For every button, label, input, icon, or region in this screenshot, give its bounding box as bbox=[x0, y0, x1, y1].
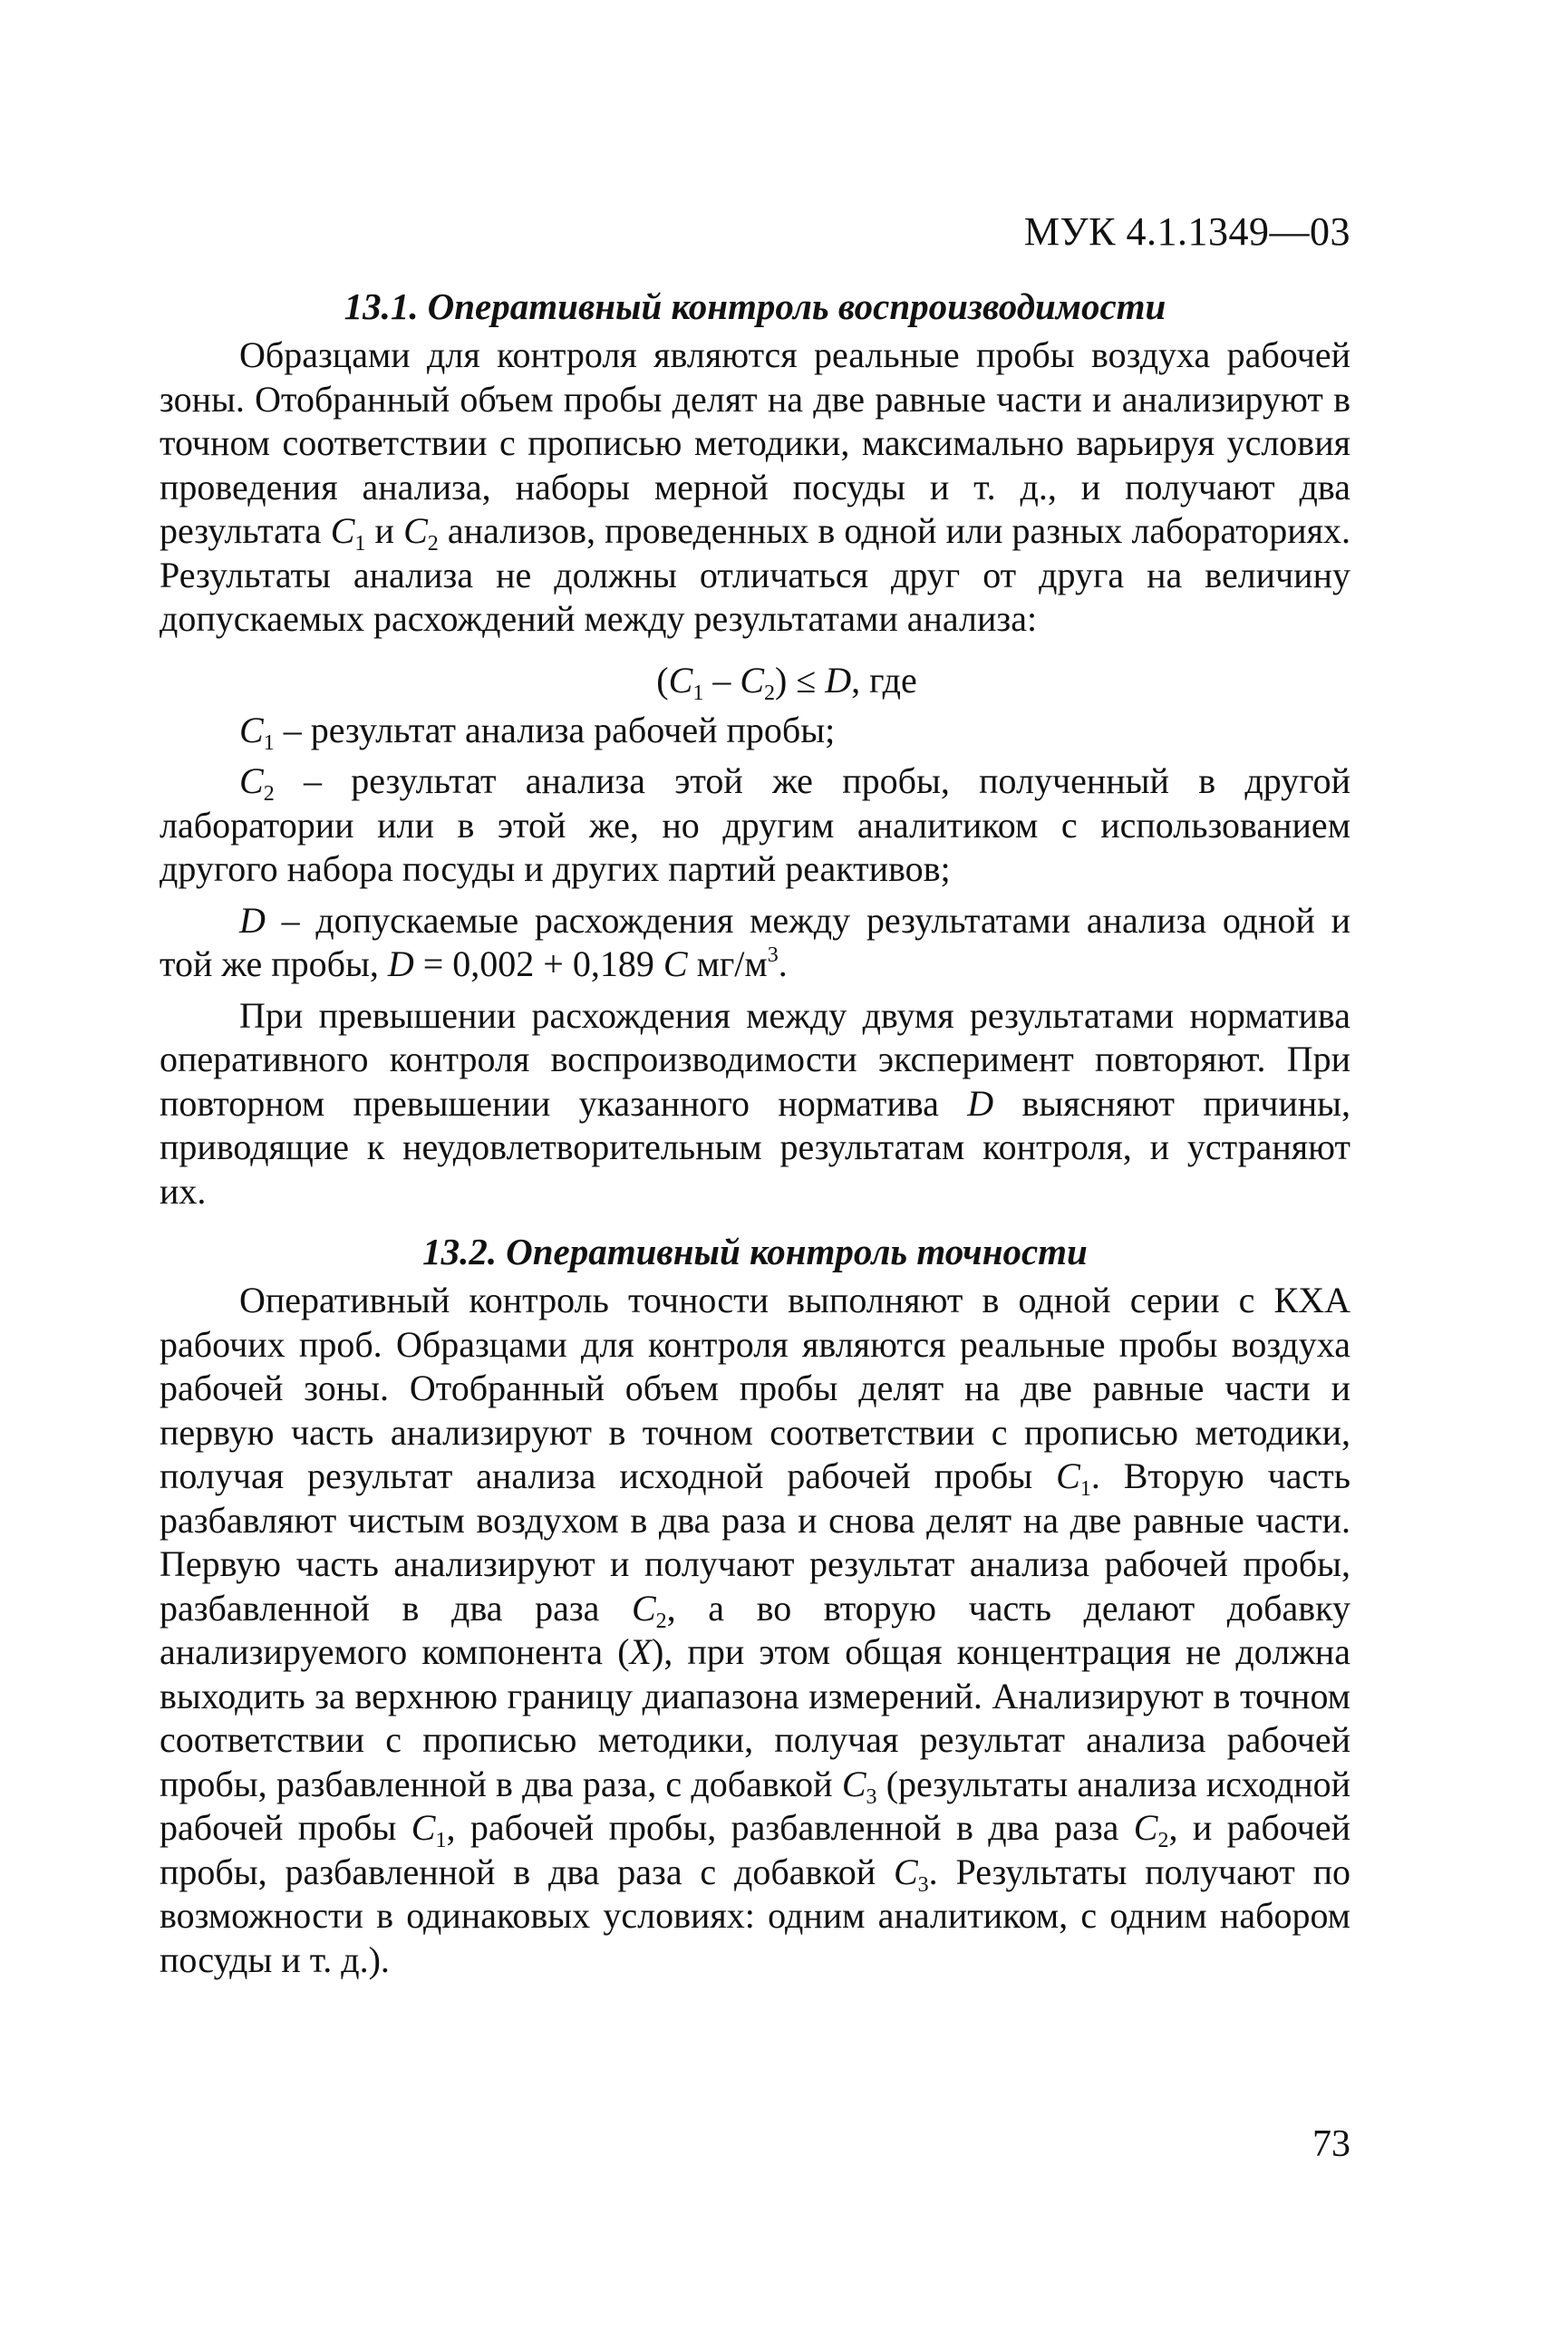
definition-text: – результат анализа этой же пробы, полученный в другой лаборатории или в этой же, но другим аналитиком с использованием другого набора посуды и других партий реактивов; bbox=[160, 760, 1350, 889]
formula-leq: ) ≤ bbox=[775, 659, 826, 701]
formula-tolerance bbox=[160, 658, 1350, 703]
section-heading-13-1 bbox=[160, 283, 1350, 330]
subscript: 2 bbox=[764, 681, 775, 705]
symbol-c: C bbox=[330, 510, 355, 551]
paragraph-text: , а во вторую часть делают добавку анализируемого компонента ( bbox=[160, 1587, 1350, 1672]
definition-text: – результат анализа рабочей пробы; bbox=[274, 709, 836, 750]
section-title: Оперативный контроль точности bbox=[506, 1231, 1088, 1272]
symbol-c: C bbox=[403, 510, 428, 551]
paragraph-text: При превышении расхождения между двумя результатами норматива оперативного контроля воспроизводимости эксперимент повторяют. При повторном превышении указанного норматива bbox=[160, 994, 1350, 1124]
paragraph-reproducibility-intro bbox=[160, 334, 1350, 642]
definition-text: . bbox=[778, 943, 788, 984]
definition-text: = 0,002 + 0,189 bbox=[413, 943, 663, 984]
subscript: 1 bbox=[354, 532, 366, 556]
symbol-c: C bbox=[631, 1587, 656, 1629]
definition-text: – допускаемые расхождения между результатами анализа одной и той же пробы, bbox=[160, 899, 1350, 984]
symbol-c: C bbox=[239, 760, 264, 801]
subscript: 1 bbox=[1079, 1477, 1091, 1501]
formula-paren-open: ( bbox=[656, 659, 669, 701]
subscript: 2 bbox=[655, 1609, 667, 1633]
paragraph-text: выясняют причины, приводящие к неудовлетворительным результатам контроля, и устраняют их. bbox=[160, 1082, 1350, 1212]
paragraph-text: анализов, проведенных в одной или разных лабораториях. Результаты анализа не должны отличаться друг от друга на величину допускаемых расхождений между результатами анализа: bbox=[160, 510, 1351, 639]
section-number: 13.2. bbox=[422, 1231, 498, 1272]
symbol-d: D bbox=[825, 659, 852, 701]
definition-c2 bbox=[160, 759, 1350, 892]
subscript: 3 bbox=[917, 1872, 929, 1897]
subscript: 1 bbox=[435, 1829, 447, 1852]
paragraph-reproducibility-repeat bbox=[160, 994, 1350, 1214]
symbol-c: C bbox=[668, 659, 693, 701]
definition-c1 bbox=[160, 709, 1350, 753]
paragraph-text: ), при этом общая концентрация не должна выходить за верхнюю границу диапазона измерений. Анализируют в точном соответствии с прописью методики, получая результат анализа рабочей пробы, разбавленной в два раза, с добавкой bbox=[160, 1631, 1350, 1804]
paragraph-text: и bbox=[365, 510, 404, 551]
subscript: 2 bbox=[1157, 1829, 1169, 1852]
paragraph-text: . Вторую часть разбавляют чистым воздухом в два раза и снова делят на две равные части. Первую часть анализируют и получают результат анализа рабочей пробы, разбавленной в два раза bbox=[160, 1455, 1350, 1629]
section-number: 13.1. bbox=[344, 285, 419, 327]
paragraph-text: , рабочей пробы, разбавленной в два раза bbox=[446, 1807, 1134, 1848]
paragraph-text: (результаты анализа исходной рабочей пробы bbox=[160, 1763, 1351, 1848]
unit-text: мг/м bbox=[687, 943, 768, 984]
symbol-c: C bbox=[893, 1851, 918, 1892]
paragraph-text: Оперативный контроль точности выполняют в одной серии с КХА рабочих проб. Образцами для контроля являются реальные пробы воздуха рабочей зоны. Отобранный объем пробы делят на две равные части и первую часть анализируют в точном соответствии с прописью методики, получая результат анализа исходной рабочей пробы bbox=[160, 1280, 1350, 1496]
section-heading-13-2 bbox=[160, 1228, 1350, 1275]
symbol-x: X bbox=[629, 1631, 652, 1672]
page-content bbox=[160, 283, 1350, 1982]
symbol-c: C bbox=[1056, 1455, 1080, 1496]
symbol-c: C bbox=[841, 1763, 866, 1804]
symbol-c: C bbox=[239, 709, 264, 750]
superscript: 3 bbox=[767, 943, 779, 967]
paragraph-text: , и рабочей пробы, разбавленной в два раза с добавкой bbox=[160, 1807, 1351, 1892]
subscript: 2 bbox=[427, 532, 439, 556]
symbol-c: C bbox=[663, 943, 688, 984]
subscript: 1 bbox=[263, 730, 275, 755]
symbol-c: C bbox=[740, 659, 764, 701]
symbol-c: C bbox=[411, 1807, 436, 1848]
paragraph-text: Образцами для контроля являются реальные пробы воздуха рабочей зоны. Отобранный объем пробы делят на две равные части и анализируют в точном соответствии с прописью методики, максимально варьируя условия проведения анализа, наборы мерной посуды и т. д., и получают два результата bbox=[160, 334, 1350, 551]
document-code-header: МУК 4.1.1349—03 bbox=[1023, 209, 1350, 254]
section-title: Оперативный контроль воспроизводимости bbox=[427, 285, 1166, 327]
subscript: 1 bbox=[692, 681, 704, 705]
paragraph-text: . Результаты получают по возможности в одинаковых условиях: одним аналитиком, с одним набором посуды и т. д.). bbox=[160, 1851, 1351, 1980]
formula-minus: – bbox=[703, 659, 740, 701]
definition-d bbox=[160, 899, 1350, 987]
subscript: 2 bbox=[263, 782, 275, 806]
subscript: 3 bbox=[866, 1784, 877, 1809]
symbol-d: D bbox=[239, 899, 266, 941]
symbol-d: D bbox=[387, 943, 414, 984]
formula-tail: , где bbox=[851, 659, 917, 701]
page-number: 73 bbox=[1312, 2123, 1350, 2165]
symbol-d: D bbox=[967, 1082, 994, 1124]
paragraph-accuracy-control bbox=[160, 1279, 1350, 1982]
symbol-c: C bbox=[1133, 1807, 1158, 1848]
